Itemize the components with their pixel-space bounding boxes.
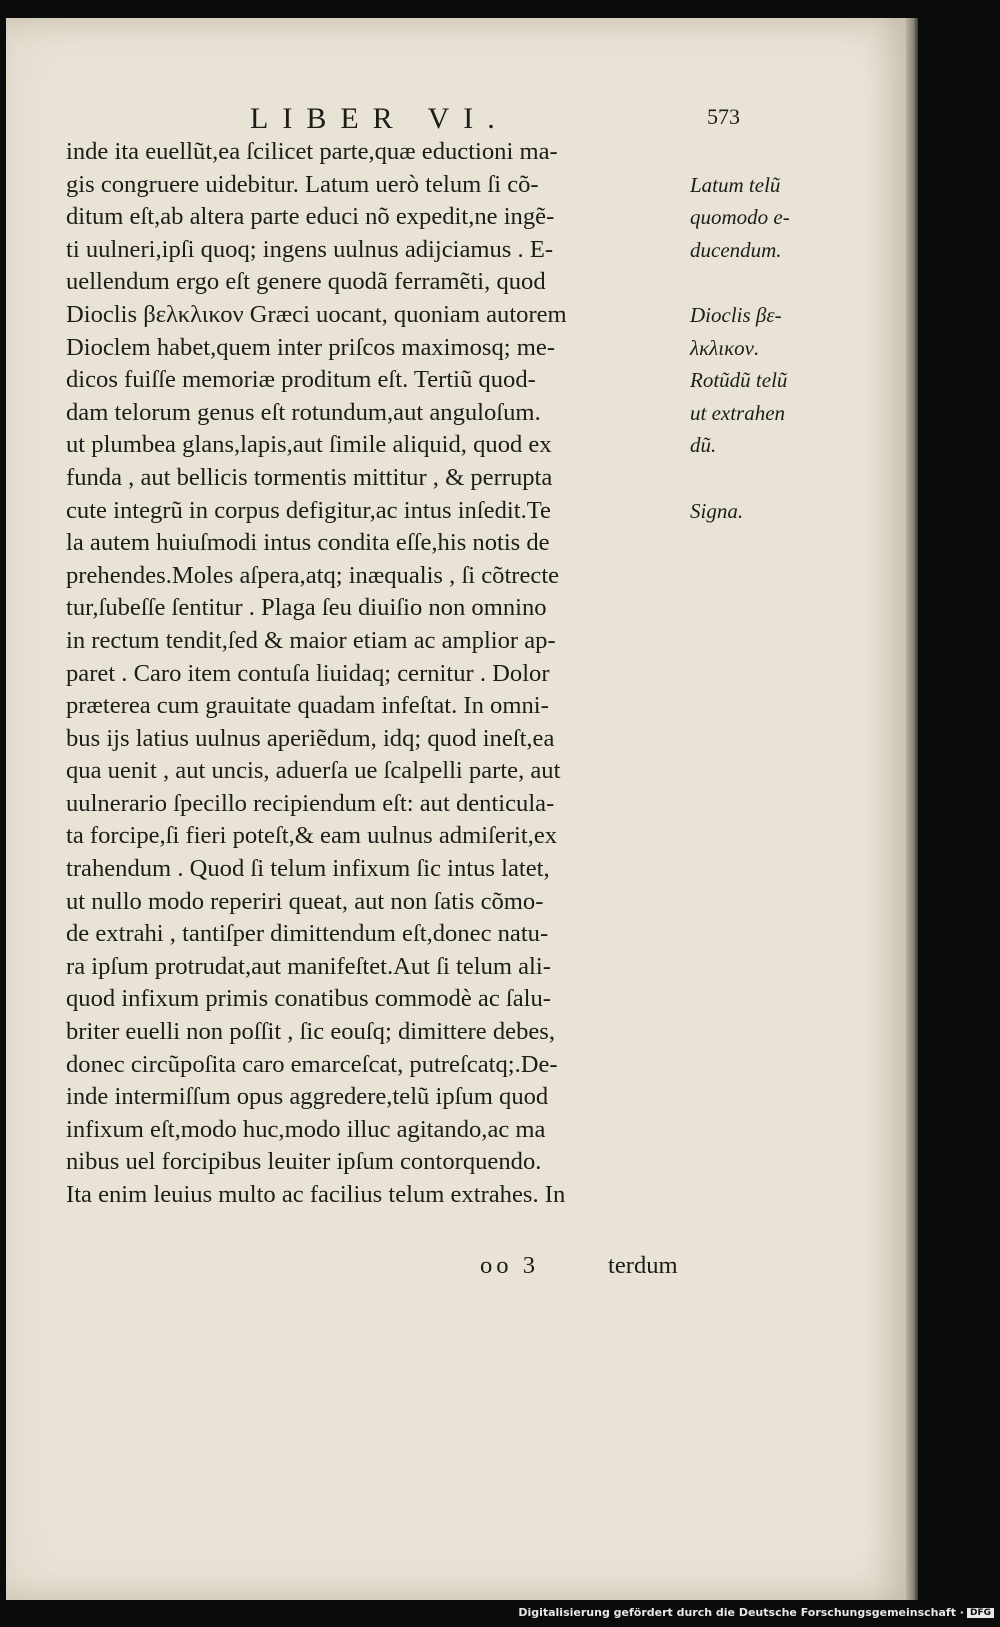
text-line: la autem huiuſmodi intus condita eſſe,his notis de xyxy=(66,529,550,557)
dfg-badge: DFG xyxy=(967,1608,994,1618)
margin-note-line xyxy=(690,723,850,756)
page-header xyxy=(250,102,740,138)
text-line: ut plumbea glans,lapis,aut ſimile aliquid, quod ex xyxy=(66,431,552,459)
margin-note-line xyxy=(690,1081,850,1114)
text-line: paret . Caro item contuſa liuidaq; cernitur . Dolor xyxy=(66,659,550,687)
text-line: Dioclem habet,quem inter priſcos maximosq; me- xyxy=(66,333,556,361)
text-line: inde intermiſſum opus aggredere,telũ ipſum quod xyxy=(66,1083,549,1111)
margin-note-line xyxy=(690,527,850,560)
page-edge xyxy=(906,18,918,1600)
margin-note-line xyxy=(690,918,850,951)
text-line: briter euelli non poſſit , ſic eouſq; dimittere debes, xyxy=(66,1018,556,1046)
margin-note-line xyxy=(690,886,850,919)
text-line: ditum eſt,ab altera parte educi nõ expedit,ne ingẽ- xyxy=(66,203,555,231)
text-line: cute integrũ in corpus defigitur,ac intus inſedit.Te xyxy=(66,496,551,524)
credit-text: Digitalisierung gefördert durch die Deutsche Forschungsgemeinschaft · xyxy=(518,1606,964,1619)
text-line: funda , aut bellicis tormentis mittitur , & perrupta xyxy=(66,463,553,491)
margin-note-line xyxy=(690,592,850,625)
text-line: tur,ſubeſſe ſentitur . Plaga ſeu diuiſio non omnino xyxy=(66,594,547,622)
signature-mark: oo 3 xyxy=(480,1252,540,1279)
page-footer xyxy=(480,1252,780,1286)
running-head: LIBER VI. xyxy=(250,102,509,135)
margin-note-line xyxy=(690,1179,850,1212)
text-line: Dioclis βελκλικον Græci uocant, quoniam autorem xyxy=(66,300,567,328)
text-line: ut nullo modo reperiri queat, aut non ſatis cõmo- xyxy=(66,887,544,915)
text-line: qua uenit , aut uncis, aduerſa ue ſcalpelli parte, aut xyxy=(66,757,561,785)
margin-note-line xyxy=(690,788,850,821)
margin-note-line xyxy=(690,1049,850,1082)
margin-note-line xyxy=(690,658,850,691)
text-line: uulnerario ſpecillo recipiendum eſt: aut denticula- xyxy=(66,789,555,817)
text-line: uellendum ergo eſt genere quodã ferramẽti, quod xyxy=(66,268,546,296)
text-line: gis congruere uidebitur. Latum uerò telum ſi cõ- xyxy=(66,170,539,198)
margin-note-line: λκλικον. xyxy=(690,335,760,360)
margin-note-line xyxy=(690,755,850,788)
margin-note-line xyxy=(690,625,850,658)
margin-note-line: Latum telũ xyxy=(690,172,781,197)
margin-note-line xyxy=(690,951,850,984)
margin-note-line xyxy=(690,136,850,169)
page-number: 573 xyxy=(707,104,740,129)
margin-note-line: dũ. xyxy=(690,433,717,458)
margin-note-line xyxy=(690,1114,850,1147)
digitization-credit xyxy=(518,1606,994,1619)
text-line: præterea cum grauitate quadam infeſtat. In omni- xyxy=(66,692,549,720)
text-line: ta forcipe,ſi fieri poteſt,& eam uulnus admiſerit,ex xyxy=(66,822,558,850)
text-line: inde ita euellũt,ea ſcilicet parte,quæ eductioni ma- xyxy=(66,138,558,165)
margin-note-line: quomodo e- xyxy=(690,205,790,230)
text-line: nibus uel forcipibus leuiter ipſum contorquendo. xyxy=(66,1148,542,1176)
text-line: dicos fuiſſe memoriæ proditum eſt. Tertiũ quod- xyxy=(66,366,536,394)
margin-note-line xyxy=(690,690,850,723)
margin-note-line xyxy=(690,266,850,299)
text-line: dam telorum genus eſt rotundum,aut anguloſum. xyxy=(66,398,541,426)
text-line: de extrahi , tantiſper dimittendum eſt,donec natu- xyxy=(66,920,549,948)
margin-note-line: Signa. xyxy=(690,498,744,523)
text-line: ti uulneri,ipſi quoq; ingens uulnus adijciamus . E- xyxy=(66,235,554,263)
text-line: infixum eſt,modo huc,modo illuc agitando,ac ma xyxy=(66,1115,546,1143)
margin-note-line: Rotũdũ telũ xyxy=(690,368,788,393)
body-text xyxy=(66,136,734,1212)
margin-note-line xyxy=(690,983,850,1016)
text-line: Ita enim leuius multo ac facilius telum extrahes. In xyxy=(66,1181,566,1208)
margin-note-line xyxy=(690,1146,850,1179)
margin-note-line: ut extrahen xyxy=(690,400,786,425)
margin-note-line xyxy=(690,462,850,495)
text-line: donec circũpoſita caro emarceſcat, putreſcatq;.De- xyxy=(66,1050,558,1078)
margin-notes xyxy=(690,136,850,1212)
text-line: trahendum . Quod ſi telum infixum ſic intus latet, xyxy=(66,855,550,883)
text-line: quod infixum primis conatibus commodè ac ſalu- xyxy=(66,985,551,1013)
text-line: ra ipſum protrudat,aut manifeſtet.Aut ſi telum ali- xyxy=(66,952,551,980)
margin-note-line xyxy=(690,1016,850,1049)
margin-note-line xyxy=(690,560,850,593)
margin-note-line: Dioclis βε- xyxy=(690,302,782,327)
margin-note-line: ducendum. xyxy=(690,237,782,262)
margin-note-line xyxy=(690,853,850,886)
margin-note-line xyxy=(690,820,850,853)
text-line: prehendes.Moles aſpera,atq; inæqualis , ſi cõtrecte xyxy=(66,561,560,589)
catchword: terdum xyxy=(608,1252,678,1279)
text-line: in rectum tendit,ſed & maior etiam ac amplior ap- xyxy=(66,626,556,654)
text-line: bus ijs latius uulnus aperiẽdum, idq; quod ineſt,ea xyxy=(66,724,555,752)
